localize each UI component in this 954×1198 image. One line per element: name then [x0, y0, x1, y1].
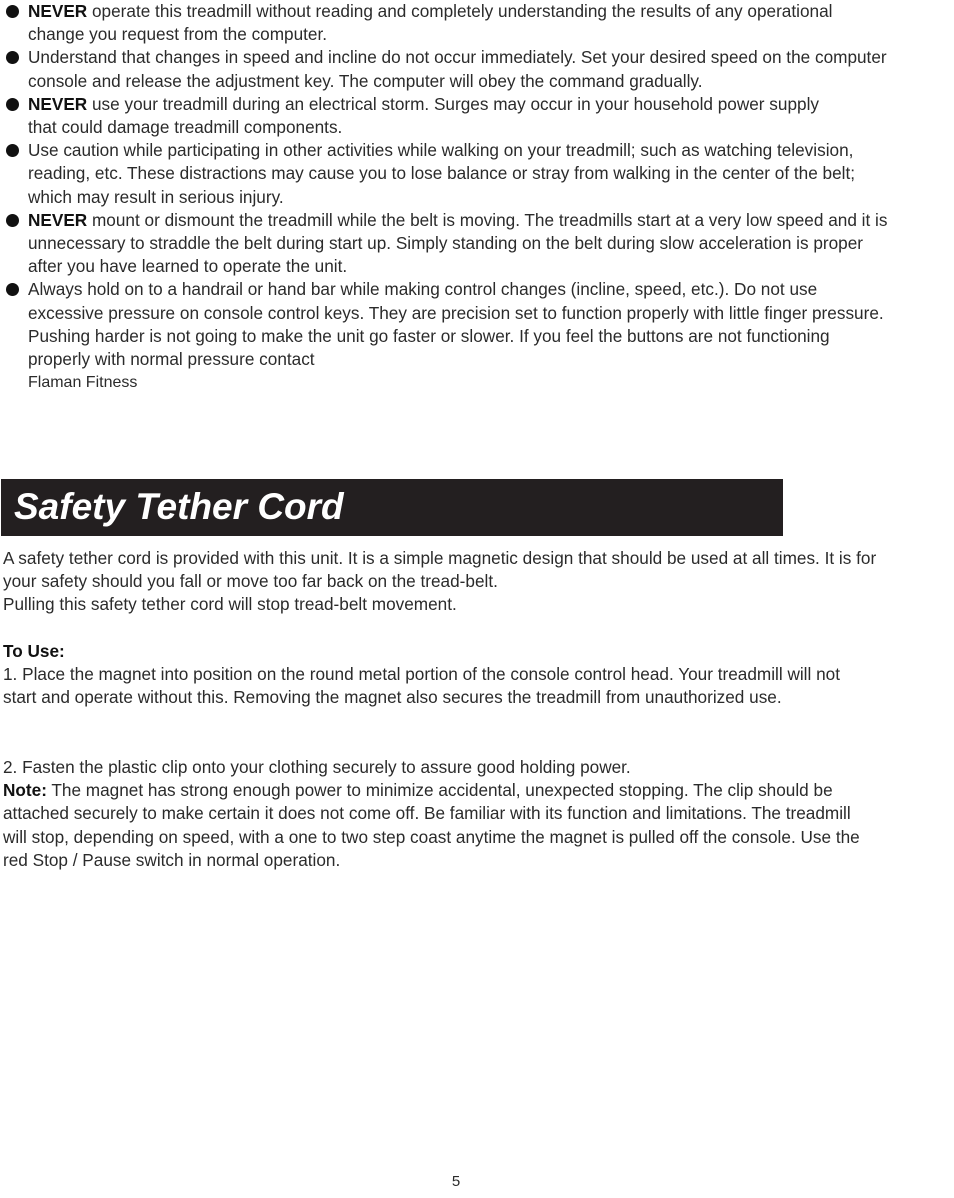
step-2-section	[3, 756, 869, 872]
to-use-section	[3, 640, 863, 710]
bullet-keyword: NEVER	[28, 1, 88, 21]
bullet-item	[6, 209, 888, 279]
bullet-item	[6, 93, 838, 139]
bullet-body: Always hold on to a handrail or hand bar while making control changes (incline, speed, etc.). Do not use excessive pressure on console control keys. They are precision set to function properly with little finger pressure. Pushing harder is not going to make the unit go faster or slower. If you feel the buttons are not functioning properly with normal pressure contact	[28, 279, 884, 370]
section-header-bar	[1, 479, 783, 536]
bullet-body: Use caution while participating in other activities while walking on your treadmill; such as watching television, reading, etc. These distractions may cause you to lose balance or stray from walking in the center of the belt; which may result in serious injury.	[28, 140, 856, 207]
bullet-contact-name: Flaman Fitness	[28, 374, 138, 392]
bullet-dot-icon	[6, 98, 19, 111]
bullet-text	[28, 140, 855, 206]
bullet-dot-icon	[6, 144, 19, 157]
safety-bullet-list	[6, 0, 906, 394]
bullet-dot-icon	[6, 51, 19, 64]
step-1-text: 1. Place the magnet into position on the round metal portion of the console control head. Your treadmill will not start and operate without this. Removing the magnet also secures the treadmill from unauthorized use.	[3, 664, 840, 708]
bullet-body: operate this treadmill without reading and completely understanding the results of any operational change you request from the computer.	[28, 1, 833, 45]
bullet-item	[6, 278, 894, 394]
bullet-item	[6, 0, 888, 46]
bullet-body: mount or dismount the treadmill while the belt is moving. The treadmills start at a very low speed and it is unnecessary to straddle the belt during start up. Simply standing on the belt during slow acceleration is proper after you have learned to operate the unit.	[28, 209, 888, 277]
bullet-keyword: NEVER	[28, 209, 88, 230]
bullet-text	[28, 94, 819, 137]
intro-text: A safety tether cord is provided with this unit. It is a simple magnetic design that should be used at all times. It is for your safety should you fall or move too far back on the tread-belt.	[3, 548, 877, 592]
note-paragraph	[3, 779, 869, 872]
bullet-dot-icon	[6, 283, 19, 296]
bullet-text	[28, 279, 894, 394]
bullet-item	[6, 139, 858, 209]
step-2-text: 2. Fasten the plastic clip onto your clothing securely to assure good holding power.	[3, 757, 631, 777]
bullet-text	[28, 210, 887, 276]
bullet-dot-icon	[6, 5, 19, 18]
intro-paragraph	[3, 547, 883, 617]
bullet-body: use your treadmill during an electrical storm. Surges may occur in your household power supply that could damage treadmill components.	[28, 93, 819, 138]
bullet-item	[6, 46, 894, 92]
bullet-dot-icon	[6, 214, 19, 227]
note-label: Note:	[3, 780, 47, 801]
page-number: 5	[451, 1173, 461, 1190]
bullet-text	[28, 47, 887, 90]
intro-text-2: Pulling this safety tether cord will stop tread-belt movement.	[3, 594, 457, 615]
bullet-keyword: NEVER	[28, 93, 88, 114]
section-title: Safety Tether Cord	[14, 486, 344, 527]
to-use-heading: To Use:	[3, 641, 65, 661]
bullet-body: Understand that changes in speed and incline do not occur immediately. Set your desired speed on the computer console and release the adjustment key. The computer will obey the command gradually.	[28, 47, 887, 91]
note-text: The magnet has strong enough power to minimize accidental, unexpected stopping. The clip should be attached securely to make certain it does not come off. Be familiar with its function and limitations. The treadmill will stop, depending on speed, with a one to two step coast anytime the magnet is pulled off the console. Use the red Stop / Pause switch in normal operation.	[3, 780, 860, 870]
bullet-text	[28, 1, 832, 44]
